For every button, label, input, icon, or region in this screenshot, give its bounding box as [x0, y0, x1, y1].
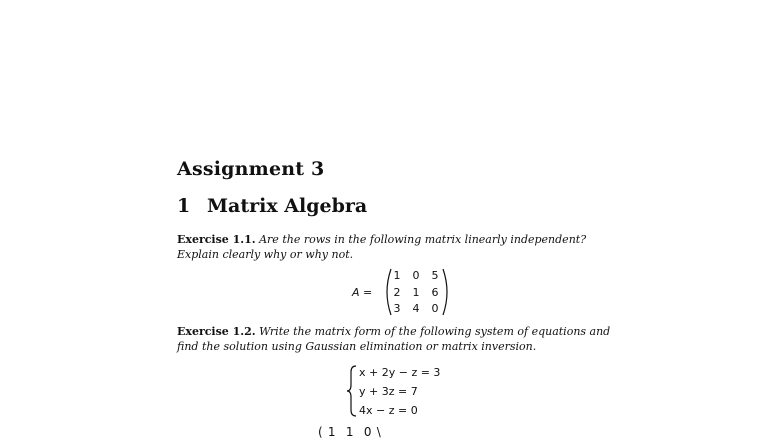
matrix-a-equals: = — [363, 286, 373, 299]
matrix-cell: 6 — [431, 286, 439, 299]
partial-matrix-open: ( — [318, 425, 323, 439]
matrix-a — [382, 267, 452, 317]
partial-matrix — [318, 425, 381, 439]
matrix-cell: 1 — [345, 425, 354, 439]
matrix-cell: 2 — [393, 286, 401, 299]
exercise-1-text: Are the rows in the following matrix linearly independent? Explain clearly why or why not. — [177, 233, 587, 261]
exercise-1 — [177, 232, 629, 262]
matrix-cell: 3 — [393, 302, 401, 315]
matrix-a-label — [352, 286, 372, 299]
section-title: Matrix Algebra — [207, 195, 368, 217]
matrix-cell: 1 — [327, 425, 336, 439]
matrix-cell: 4 — [412, 302, 420, 315]
matrix-cell: 1 — [393, 269, 401, 282]
system-equation: x + 2y − z = 3 — [359, 366, 441, 379]
section-number: 1 — [177, 195, 191, 217]
system-equation: 4x − z = 0 — [359, 404, 418, 417]
system-equation: y + 3z = 7 — [359, 385, 418, 398]
matrix-cell: 0 — [412, 269, 420, 282]
partial-matrix-close: \ — [376, 425, 381, 439]
system-brace — [345, 364, 359, 418]
page-title: Assignment 3 — [177, 158, 325, 180]
section-heading — [177, 195, 367, 217]
matrix-cell: 5 — [431, 269, 439, 282]
exercise-1-label: Exercise 1.1. — [177, 233, 256, 246]
matrix-a-name: A — [352, 286, 360, 299]
exercise-2-label: Exercise 1.2. — [177, 325, 256, 338]
exercise-2-text: Write the matrix form of the following system of equations and find the solution using Gaussian elimination or matrix inversion. — [177, 325, 611, 353]
matrix-cell: 0 — [363, 425, 372, 439]
exercise-2 — [177, 324, 629, 354]
matrix-cell: 0 — [431, 302, 439, 315]
matrix-cell: 1 — [412, 286, 420, 299]
